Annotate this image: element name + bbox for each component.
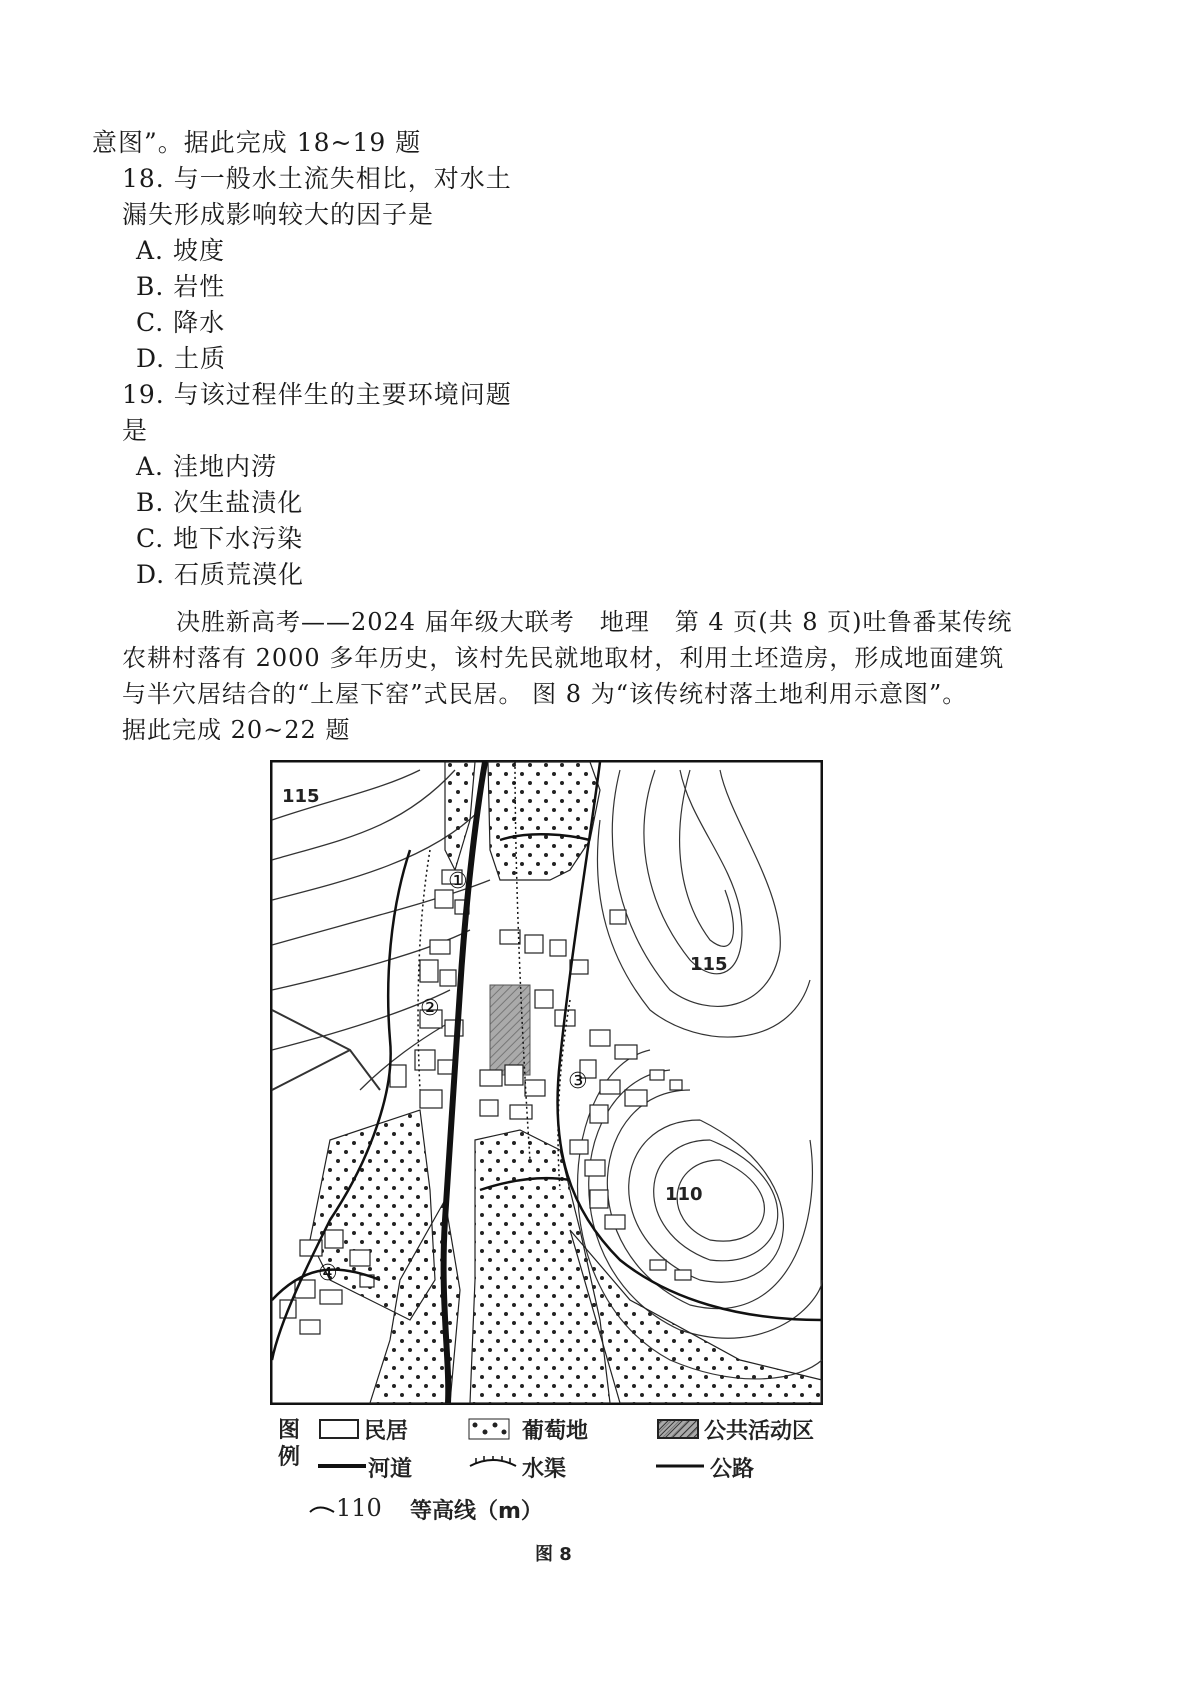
q18-stem-line2: 漏失形成影响较大的因子是 [122,200,435,229]
legend-title-2: 例 [278,1445,301,1470]
q19-option-a: A. 洼地内涝 [136,452,277,481]
q18-option-c: C. 降水 [136,308,226,337]
paragraph-line4: 据此完成 20~22 题 [122,716,351,744]
q19-stem-line1: 19. 与该过程伴生的主要环境问题 [122,380,512,409]
q18-stem-line1: 18. 与一般水土流失相比，对水土 [122,164,512,193]
legend-contour-sample: 110 [336,1494,382,1522]
legend-vineyard-label: 葡萄地 [522,1419,589,1444]
q19-option-d: D. 石质荒漠化 [136,560,305,589]
contour-label-115-right: 115 [690,954,728,975]
legend-title-1: 图 [278,1418,301,1443]
contour-label-110: 110 [665,1184,703,1205]
paragraph-line2: 农耕村落有 2000 多年历史，该村先民就地取材，利用土坯造房，形成地面建筑 [122,644,1005,672]
contour-label-115-left: 115 [282,786,320,807]
legend-residence-icon [318,1418,360,1440]
footer-and-intro: 决胜新高考——2024 届年级大联考 地理 第 4 页(共 8 页)吐鲁番某传统 [176,608,1013,636]
public-activity-area [490,985,530,1075]
legend-contour-icon [308,1500,336,1520]
legend-contour-label: 等高线（m） [410,1499,543,1524]
land-use-map [270,760,823,1405]
legend-river-label: 河道 [368,1457,413,1482]
legend-public-area-icon [656,1418,700,1440]
site-label-4: ④ [318,1261,338,1286]
q18-option-d: D. 土质 [136,344,227,373]
site-label-2: ② [420,996,440,1021]
legend-road-label: 公路 [710,1457,755,1482]
legend-vineyard-icon [468,1418,510,1440]
legend-canal-label: 水渠 [522,1457,567,1482]
legend-river-icon [318,1460,366,1472]
q19-stem-line2: 是 [122,416,149,445]
intro-tail: 意图”。据此完成 18~19 题 [92,128,422,157]
legend-road-icon [656,1460,704,1472]
q18-option-b: B. 岩性 [136,272,226,301]
figure-caption: 图 8 [535,1544,572,1565]
legend-public-area-label: 公共活动区 [704,1419,815,1444]
q19-option-b: B. 次生盐渍化 [136,488,304,517]
legend-residence-label: 民居 [364,1419,409,1444]
site-label-1: ① [448,869,468,894]
paragraph-line3: 与半穴居结合的“上屋下窑”式民居。 图 8 为“该传统村落土地利用示意图”。 [122,680,968,708]
site-label-3: ③ [568,1069,588,1094]
q19-option-c: C. 地下水污染 [136,524,304,553]
q18-option-a: A. 坡度 [136,236,225,265]
legend-canal-icon [468,1456,518,1472]
